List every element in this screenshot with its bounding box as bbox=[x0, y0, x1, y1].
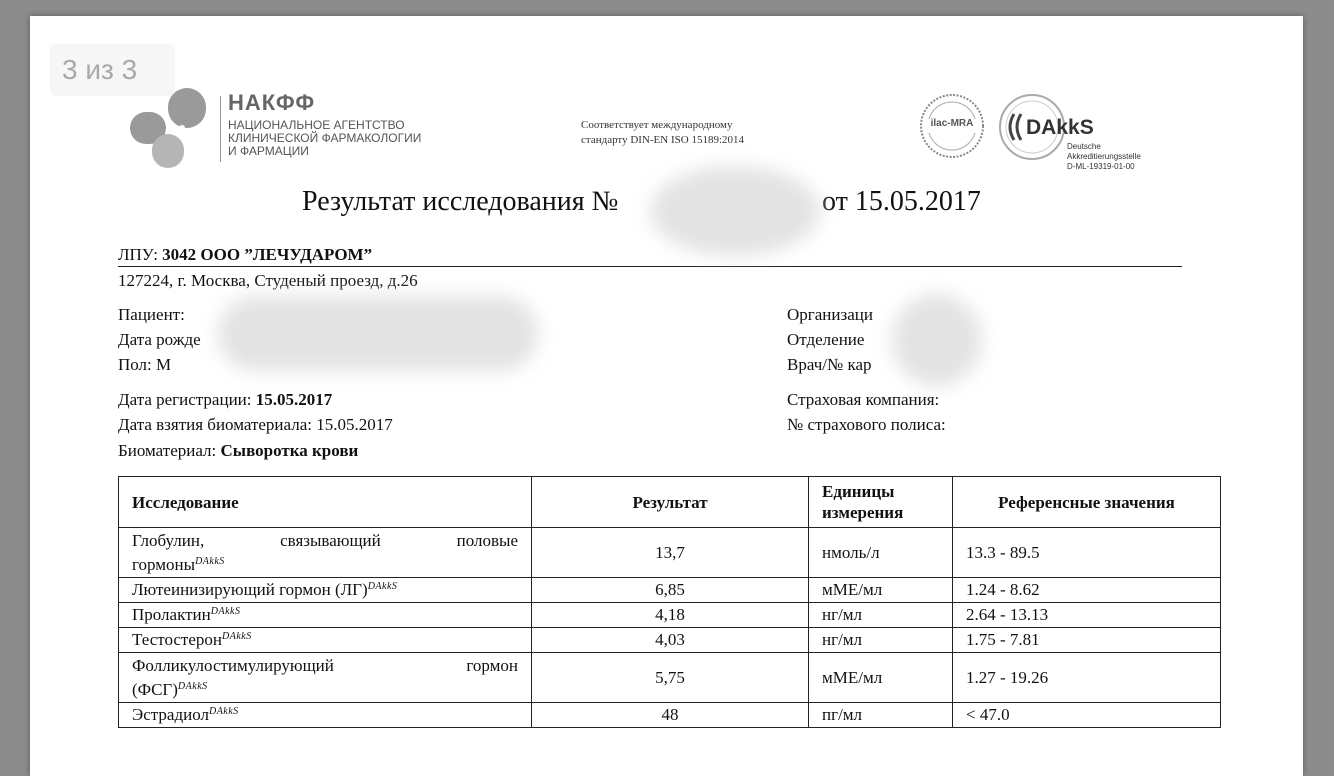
test-name bbox=[119, 578, 532, 603]
department-label: Отделение bbox=[787, 330, 865, 349]
registration-date-value: 15.05.2017 bbox=[255, 390, 333, 409]
dob-label: Дата рожде bbox=[118, 330, 201, 349]
standard-line-1: Соответствует международному bbox=[581, 119, 733, 131]
reference-value: 1.24 - 8.62 bbox=[953, 578, 1221, 603]
test-name bbox=[119, 653, 532, 703]
column-header-units: Единицы измерения bbox=[809, 477, 953, 528]
logo-divider bbox=[220, 96, 221, 162]
registration-date-line bbox=[118, 389, 332, 411]
nakff-logo-icon bbox=[128, 86, 216, 172]
results-table bbox=[118, 476, 1221, 728]
column-header-result: Результат bbox=[532, 477, 809, 528]
unit-value: нмоль/л bbox=[809, 528, 953, 578]
biomaterial-label: Биоматериал: bbox=[118, 441, 217, 460]
column-header-test: Исследование bbox=[119, 477, 532, 528]
table-row bbox=[119, 603, 1221, 628]
table-row bbox=[119, 628, 1221, 653]
dakks-accreditation-mark: DAkkS bbox=[195, 556, 225, 567]
dakks-accreditation-mark: DAkkS bbox=[208, 706, 239, 717]
test-name-line: Глобулин, связывающий половые bbox=[132, 531, 518, 550]
redaction-blur bbox=[892, 294, 982, 386]
reference-value: 1.27 - 19.26 bbox=[953, 653, 1221, 703]
org-short-name: НАКФФ bbox=[228, 90, 316, 115]
unit-value: мМЕ/мл bbox=[809, 653, 953, 703]
lpu-label: ЛПУ: bbox=[118, 245, 158, 264]
test-name bbox=[119, 528, 532, 578]
table-row bbox=[119, 578, 1221, 603]
ilac-mra-label: ilac-MRA bbox=[930, 118, 974, 129]
unit-value: пг/мл bbox=[809, 703, 953, 728]
result-value: 6,85 bbox=[532, 578, 809, 603]
reference-value: 2.64 - 13.13 bbox=[953, 603, 1221, 628]
test-name bbox=[119, 628, 532, 653]
lpu-value: 3042 ООО ”ЛЕЧУДАРОМ” bbox=[162, 245, 373, 264]
table-header-row bbox=[119, 477, 1221, 528]
dakks-line-1: Deutsche bbox=[1067, 142, 1101, 151]
dakks-accreditation-mark: DAkkS bbox=[177, 681, 208, 692]
test-name-line: (ФСГ) bbox=[132, 680, 178, 699]
doctor-label: Врач/№ кар bbox=[787, 355, 872, 374]
dakks-accreditation-mark: DAkkS bbox=[367, 581, 398, 592]
table-row bbox=[119, 703, 1221, 728]
reference-value: < 47.0 bbox=[953, 703, 1221, 728]
test-name-line: гормоны bbox=[132, 555, 196, 574]
result-value: 13,7 bbox=[532, 528, 809, 578]
result-value: 4,18 bbox=[532, 603, 809, 628]
lpu-address: 127224, г. Москва, Студеный проезд, д.26 bbox=[118, 271, 418, 290]
redaction-blur bbox=[650, 166, 820, 256]
result-value: 5,75 bbox=[532, 653, 809, 703]
redaction-blur bbox=[218, 296, 538, 371]
lpu-rule bbox=[118, 266, 1182, 267]
test-name-line: Эстрадиол bbox=[132, 705, 209, 724]
test-name-line: Тестостерон bbox=[132, 630, 222, 649]
test-name-line: Пролактин bbox=[132, 605, 211, 624]
reference-value: 13.3 - 89.5 bbox=[953, 528, 1221, 578]
lpu-line bbox=[118, 244, 372, 266]
reference-value: 1.75 - 7.81 bbox=[953, 628, 1221, 653]
biomaterial-line bbox=[118, 440, 358, 462]
unit-value: мМЕ/мл bbox=[809, 578, 953, 603]
table-row bbox=[119, 653, 1221, 703]
result-value: 48 bbox=[532, 703, 809, 728]
dakks-accreditation-mark: DAkkS bbox=[222, 631, 252, 642]
result-title-prefix: Результат исследования № bbox=[302, 186, 619, 217]
dakks-accreditation-mark: DAkkS bbox=[210, 606, 241, 617]
result-value: 4,03 bbox=[532, 628, 809, 653]
standard-line-2: стандарту DIN-EN ISO 15189:2014 bbox=[581, 134, 744, 146]
org-full-name-line-1: НАЦИОНАЛЬНОЕ АГЕНТСТВО bbox=[228, 118, 405, 132]
test-name bbox=[119, 703, 532, 728]
result-title-date: от 15.05.2017 bbox=[822, 186, 981, 217]
insurance-company-label: Страховая компания: bbox=[787, 390, 940, 409]
page-counter: 3 из 3 bbox=[50, 44, 175, 96]
column-header-reference: Референсные значения bbox=[953, 477, 1221, 528]
org-full-name-line-3: И ФАРМАЦИИ bbox=[228, 144, 309, 158]
patient-label: Пациент: bbox=[118, 305, 185, 324]
dakks-line-2: Akkreditierungsstelle bbox=[1067, 152, 1141, 161]
sex-field: Пол: М bbox=[118, 355, 172, 374]
test-name-line: Фолликулостимулирующий гормон bbox=[132, 656, 518, 675]
test-name bbox=[119, 603, 532, 628]
document-page bbox=[30, 16, 1303, 776]
sample-date: Дата взятия биоматериала: 15.05.2017 bbox=[118, 415, 393, 434]
test-name-line: Лютеинизирующий гормон (ЛГ) bbox=[132, 580, 368, 599]
org-full-name-line-2: КЛИНИЧЕСКОЙ ФАРМАКОЛОГИИ bbox=[228, 131, 422, 145]
organization-label: Организаци bbox=[787, 305, 873, 324]
unit-value: нг/мл bbox=[809, 603, 953, 628]
dakks-label: DAkkS bbox=[1026, 116, 1094, 139]
unit-value: нг/мл bbox=[809, 628, 953, 653]
registration-date-label: Дата регистрации: bbox=[118, 390, 252, 409]
dakks-line-3: D-ML-19319-01-00 bbox=[1067, 162, 1135, 171]
table-row bbox=[119, 528, 1221, 578]
biomaterial-value: Сыворотка крови bbox=[220, 441, 359, 460]
insurance-policy-label: № страхового полиса: bbox=[787, 415, 946, 434]
